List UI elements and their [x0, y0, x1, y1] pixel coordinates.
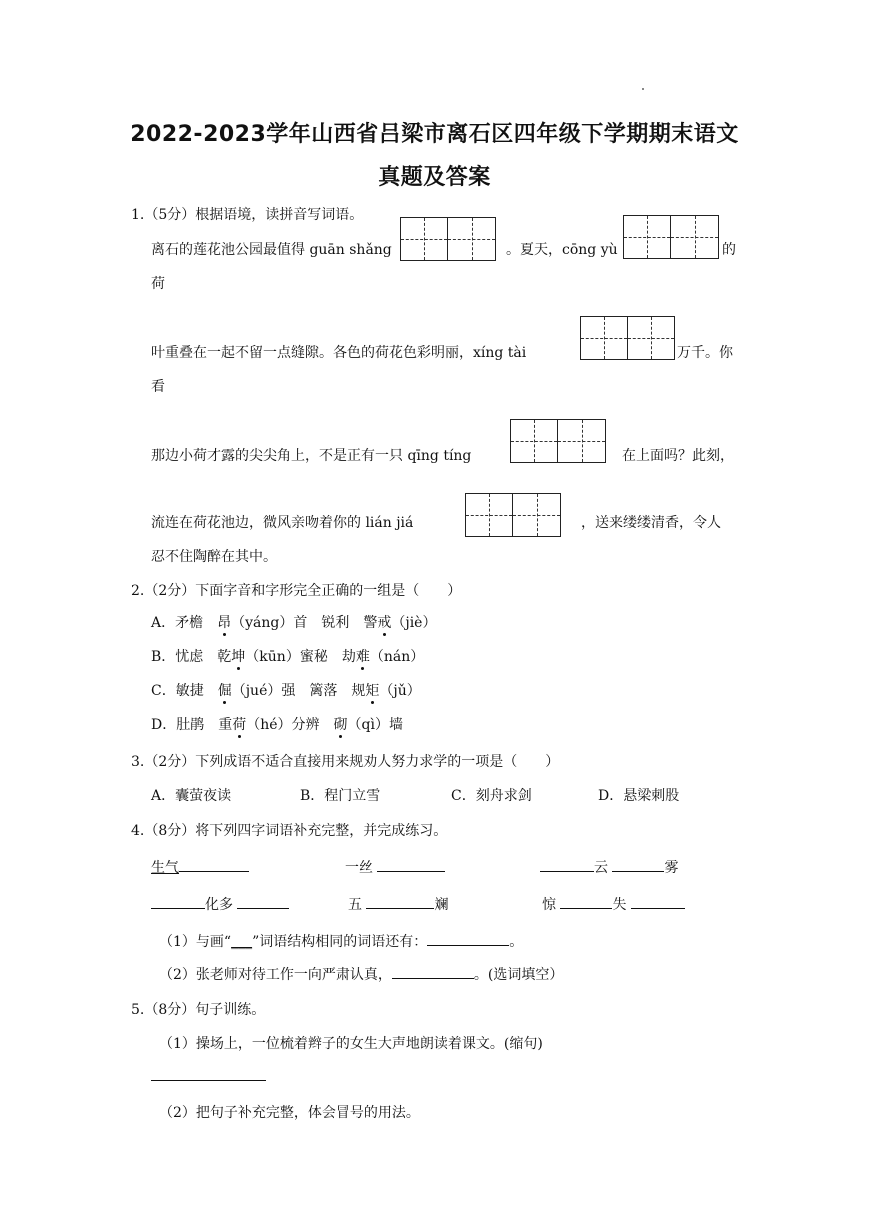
q4-word-1: 生气 — [151, 856, 249, 877]
q2-option-b[interactable]: B．忧虑 乾坤（kūn）蜜秘 劫难（nán） — [151, 649, 425, 665]
answer-grid-congyu[interactable] — [623, 215, 719, 259]
q3-option-a[interactable]: A．囊萤夜读 — [151, 788, 232, 804]
fill-blank[interactable] — [366, 893, 434, 909]
fill-blank[interactable] — [631, 893, 685, 909]
q3-option-b[interactable]: B．程门立雪 — [300, 788, 381, 804]
answer-grid-guanshang[interactable] — [400, 217, 496, 261]
fill-blank[interactable] — [612, 856, 664, 872]
q4-sub1: （1）与画“___”词语结构相同的词语还有： 。 — [159, 930, 523, 951]
q5-answer-line[interactable] — [151, 1080, 266, 1081]
q1-line2-end: 万千。你 — [677, 345, 733, 361]
q4-sub2: （2）张老师对待工作一向严肃认真， 。(选词填空） — [159, 963, 563, 984]
q1-line3-text: 那边小荷才露的尖尖角上，不是正有一只 qīng tíng — [151, 448, 472, 464]
q2-option-d[interactable]: D．肚鹃 重荷（hé）分辨 砌（qì）墙 — [151, 717, 403, 733]
corner-dot — [642, 88, 644, 90]
q1-line4-text: 流连在荷花池边，微风亲吻着你的 lián jiá — [151, 515, 414, 531]
answer-grid-xingtai[interactable] — [580, 316, 675, 360]
q2-heading: 2.（2分）下面字音和字形完全正确的一组是（ ） — [131, 583, 462, 599]
q1-line1-wrap: 荷 — [151, 276, 165, 292]
fill-blank[interactable] — [560, 893, 612, 909]
q4-word-6: 惊 失 — [542, 893, 685, 914]
fill-blank[interactable] — [427, 930, 509, 946]
fill-blank[interactable] — [151, 893, 205, 909]
q1-line2-text: 叶重叠在一起不留一点缝隙。各色的荷花色彩明丽，xíng tài — [151, 345, 527, 361]
q4-word-2: 一丝 — [345, 856, 445, 877]
q1-line1-text: 离石的莲花池公园最值得 guān shǎng — [151, 242, 392, 258]
q4-word-5: 五 斓 — [348, 893, 448, 914]
q3-option-d[interactable]: D．悬梁刺股 — [598, 788, 680, 804]
q5-sub1: （1）操场上，一位梳着辫子的女生大声地朗读着课文。(缩句) — [159, 1036, 543, 1052]
q2-option-c[interactable]: C．敏捷 倔（jué）强 篱落 规矩（jǔ） — [151, 683, 421, 699]
q4-word-4: 化多 — [151, 893, 289, 914]
q2-option-a[interactable]: A．矛檐 昂（yáng）首 锐利 警戒（jiè） — [151, 615, 437, 631]
answer-grid-lianjia[interactable] — [465, 493, 561, 537]
q1-line5: 忍不住陶醉在其中。 — [151, 549, 277, 565]
q5-sub2: （2）把句子补充完整，体会冒号的用法。 — [159, 1105, 420, 1121]
q4-heading: 4.（8分）将下列四字词语补充完整，并完成练习。 — [131, 823, 448, 839]
q5-heading: 5.（8分）句子训练。 — [131, 1002, 266, 1018]
q1-line1-mid: 。夏天，cōng yù — [506, 242, 618, 258]
fill-blank[interactable] — [540, 856, 594, 872]
q1-line1-end: 的 — [722, 242, 736, 258]
q1-line4-end: ，送来缕缕清香，令人 — [581, 515, 721, 531]
page-title: 2022-2023学年山西省吕梁市离石区四年级下学期期末语文 — [130, 122, 739, 147]
q1-line3-end: 在上面吗？此刻， — [622, 448, 734, 464]
q1-line2-wrap: 看 — [151, 379, 165, 395]
fill-blank[interactable] — [237, 893, 289, 909]
fill-blank[interactable] — [179, 856, 249, 872]
fill-blank[interactable] — [377, 856, 445, 872]
fill-blank[interactable] — [392, 963, 474, 979]
q3-option-c[interactable]: C．刻舟求剑 — [451, 788, 532, 804]
answer-grid-qingting[interactable] — [510, 419, 606, 463]
q4-word-3: 云 雾 — [540, 856, 678, 877]
page-title-line2: 真题及答案 — [378, 165, 491, 190]
q1-heading: 1.（5分）根据语境，读拼音写词语。 — [131, 207, 364, 223]
q3-heading: 3.（2分）下列成语不适合直接用来规劝人努力求学的一项是（ ） — [131, 754, 560, 770]
